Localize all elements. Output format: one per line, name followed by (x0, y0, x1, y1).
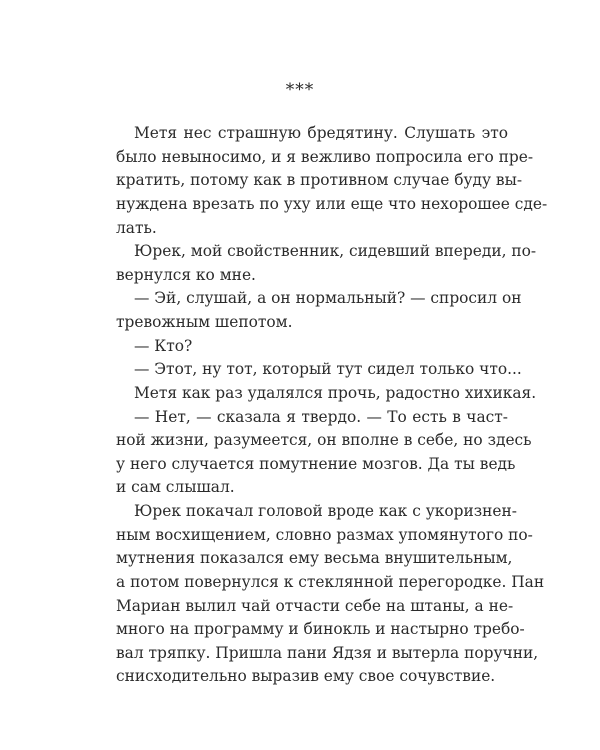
text-line: мутнения показался ему весьма внушительным, (116, 549, 513, 568)
text-line: ным восхищением, словно размах упомянутого по- (116, 525, 533, 544)
text-line: тревожным шепотом. (116, 313, 293, 331)
body-text (116, 122, 548, 689)
text-line: кратить, потому как в противном случае буду вы- (116, 171, 523, 190)
text-line: — Кто? (134, 336, 193, 355)
text-line: у него случается помутнение мозгов. Да ты ведь (116, 454, 516, 473)
text-line: вернулся ко мне. (116, 265, 256, 284)
text-line: — Нет, — сказала я твердо. — То есть в част- (134, 407, 508, 426)
text-line: нуждена врезать по уху или еще что нехорошее сде- (116, 194, 548, 213)
text-line: лать. (116, 218, 157, 237)
text-line: — Этот, ну тот, который тут сидел только что... (134, 360, 522, 379)
text-line: а потом повернулся к стеклянной перегородке. Пан (116, 572, 545, 591)
text-line: Юрек покачал головой вроде как с укоризнен- (134, 502, 517, 520)
text-line: Юрек, мой свойственник, сидевший впереди, по- (134, 242, 537, 261)
text-line: Метя нес страшную бредятину. Слушать это (134, 124, 508, 142)
text-line: ной жизни, разумеется, он вполне в себе, но здесь (116, 431, 532, 450)
section-separator: *** (285, 80, 315, 100)
text-line: Мариан вылил чай отчасти себе на штаны, а не- (116, 596, 514, 615)
text-line: снисходительно выразив ему свое сочувствие. (116, 667, 496, 686)
text-line: — Эй, слушай, а он нормальный? — спросил он (134, 289, 522, 308)
text-line: и сам слышал. (116, 478, 235, 497)
text-line: Метя как раз удалялся прочь, радостно хихикая. (134, 383, 537, 402)
text-line: много на программу и бинокль и настырно требо- (116, 620, 525, 639)
text-line: было невыносимо, и я вежливо попросила его пре- (116, 147, 534, 166)
text-line: вал тряпку. Пришла пани Ядзя и вытерла поручни, (116, 643, 539, 662)
